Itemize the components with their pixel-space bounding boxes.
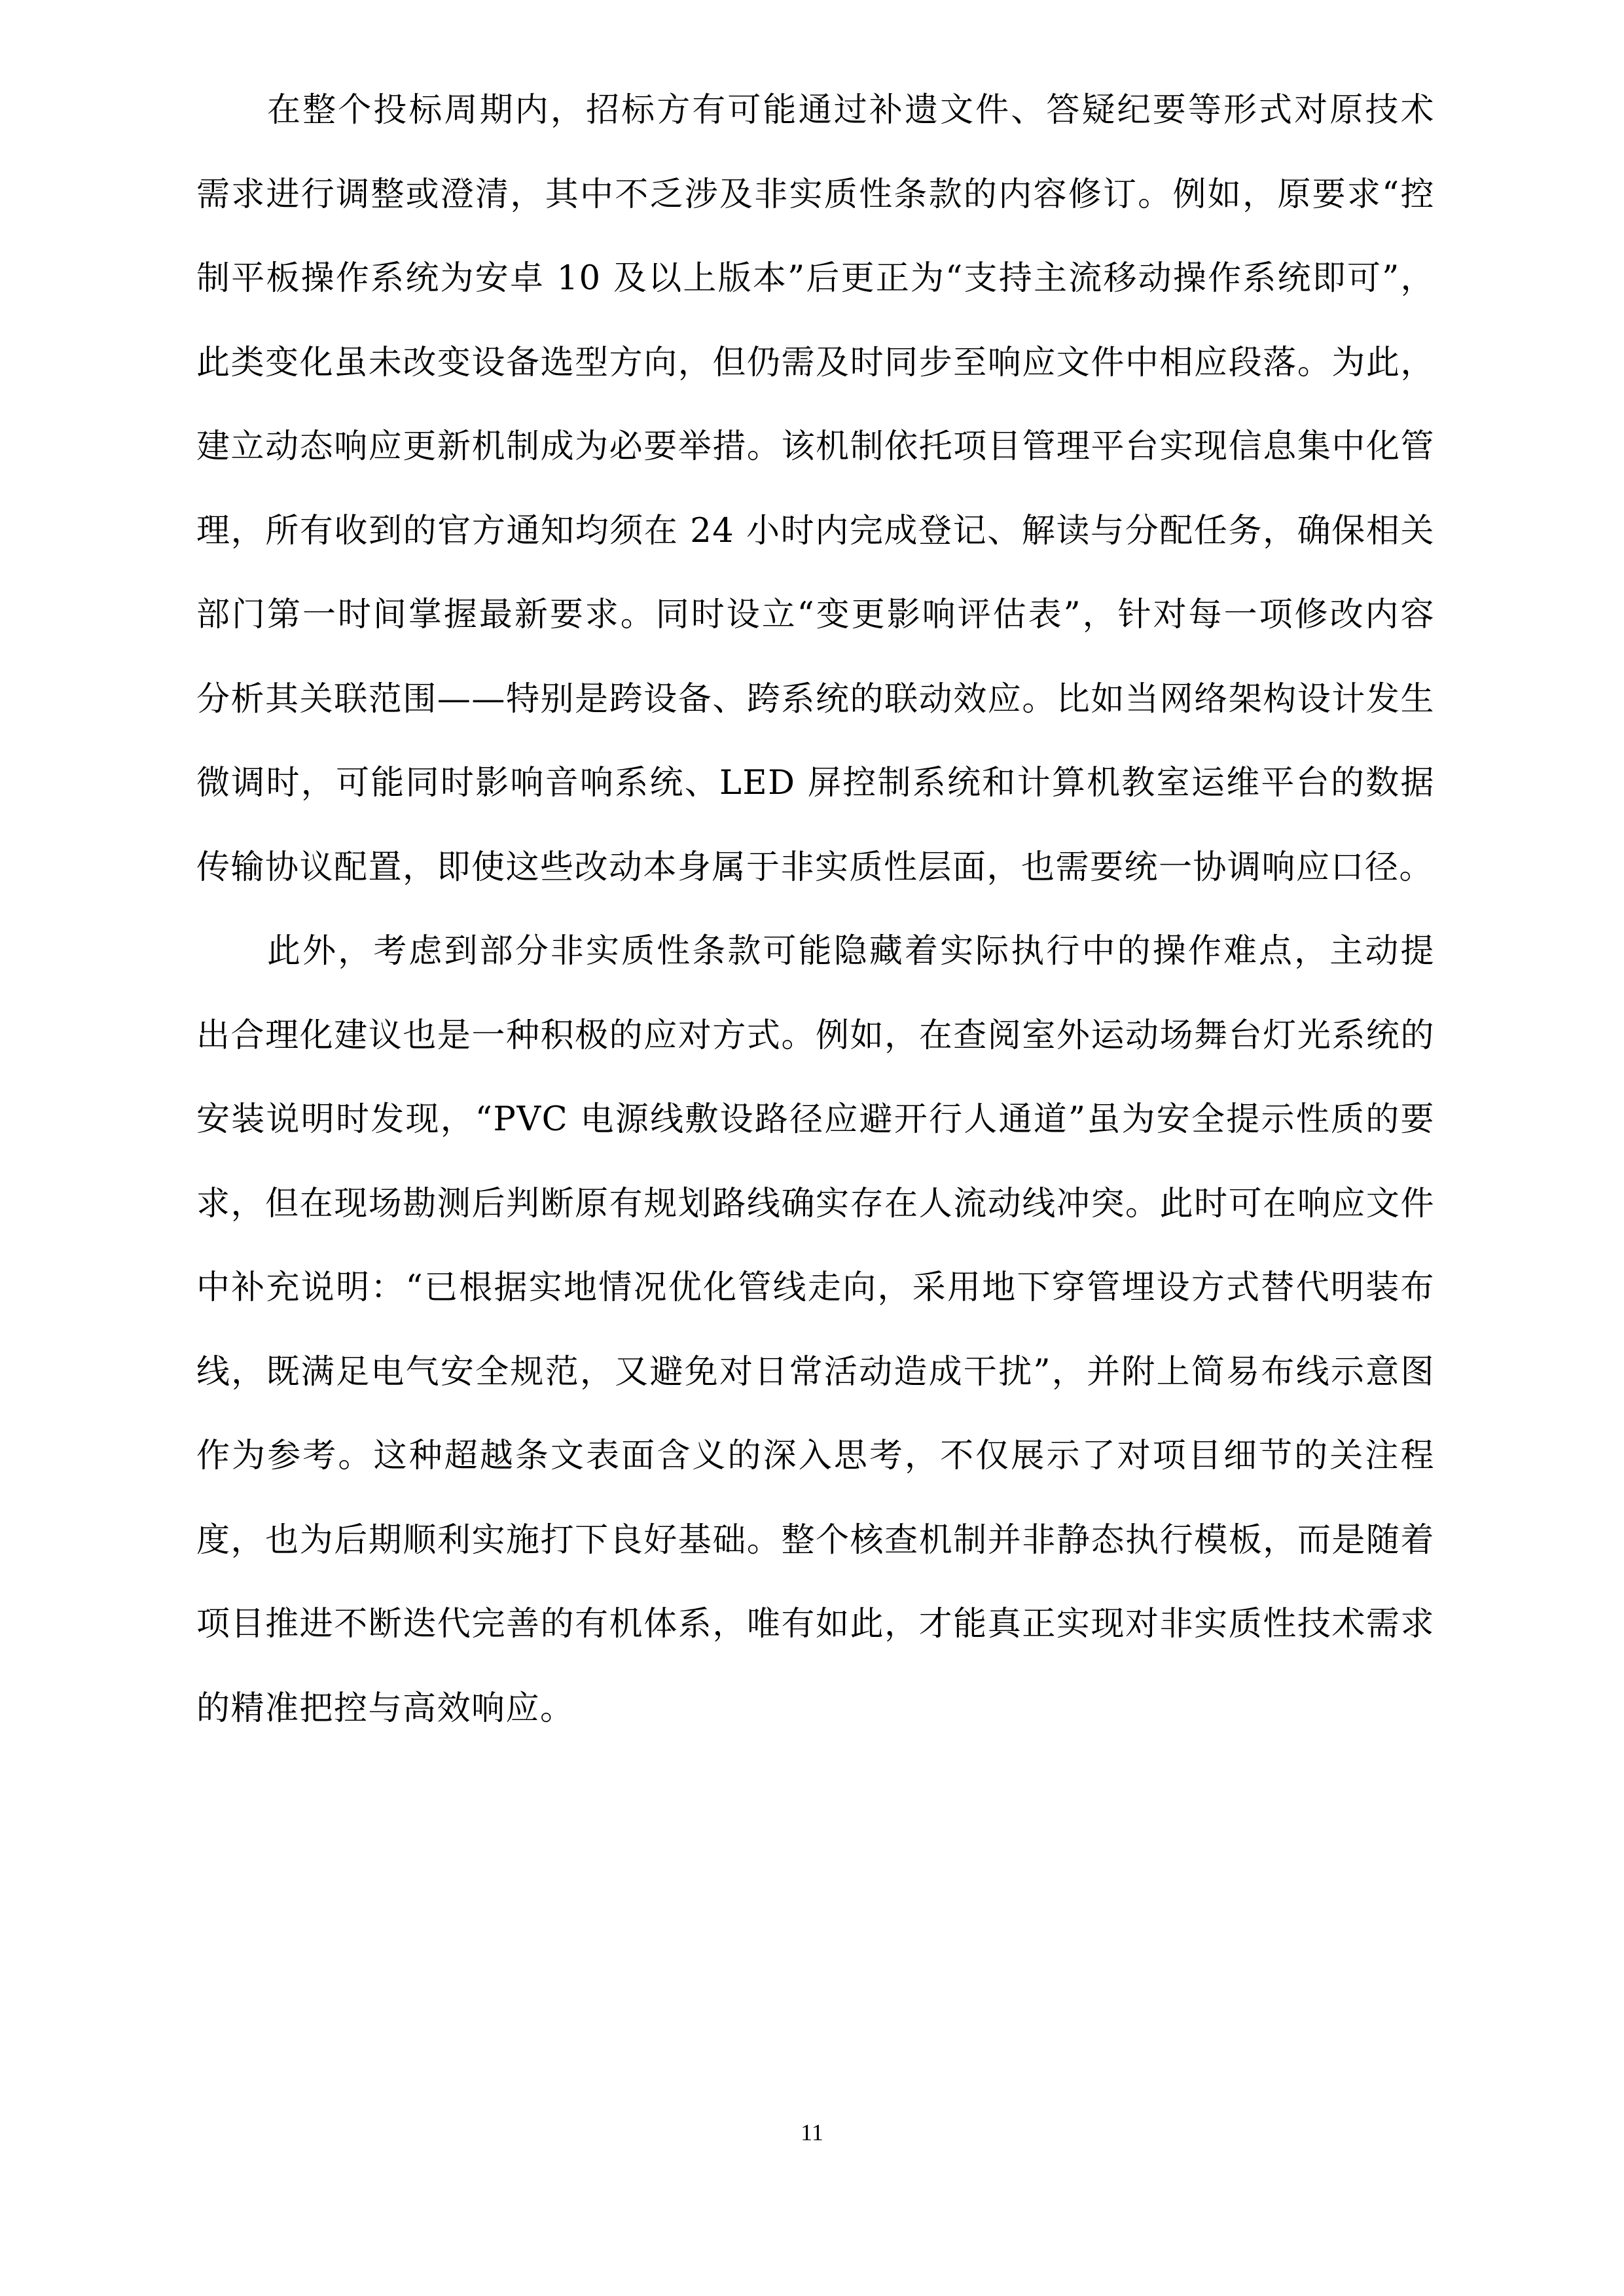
paragraph-1: 在整个投标周期内，招标方有可能通过补遗文件、答疑纪要等形式对原技术需求进行调整或澄清，其中不乏涉及非实质性条款的内容修订。例如，原要求“控制平板操作系统为安卓 10 及以上版本”后更正为“支持主流移动操作系统即可”，此类变化虽未改变设备选型方向，但仍需及时同步至响应文件中相应段落。为此，建立动态响应更新机制成为必要举措。该机制依托项目管理平台实现信息集中化管理，所有收到的官方通知均须在 24 小时内完成登记、解读与分配任务，确保相关部门第一时间掌握最新要求。同时设立“变更影响评估表”，针对每一项修改内容分析其关联范围——特别是跨设备、跨系统的联动效应。比如当网络架构设计发生微调时，可能同时影响音响系统、LED 屏控制系统和计算机教室运维平台的数据传输协议配置，即使这些改动本身属于非实质性层面，也需要统一协调响应口径。 bbox=[196, 91, 1435, 887]
body-text bbox=[196, 69, 1435, 1751]
page-number: 11 bbox=[801, 2119, 823, 2145]
paragraph-2: 此外，考虑到部分非实质性条款可能隐藏着实际执行中的操作难点，主动提出合理化建议也是一种积极的应对方式。例如，在查阅室外运动场舞台灯光系统的安装说明时发现，“PVC 电源线敷设路径应避开行人通道”虽为安全提示性质的要求，但在现场勘测后判断原有规划路线确实存在人流动线冲突。此时可在响应文件中补充说明：“已根据实地情况优化管线走向，采用地下穿管埋设方式替代明装布线，既满足电气安全规范，又避免对日常活动造成干扰”，并附上简易布线示意图作为参考。这种超越条文表面含义的深入思考，不仅展示了对项目细节的关注程度，也为后期顺利实施打下良好基础。整个核查机制并非静态执行模板，而是随着项目推进不断迭代完善的有机体系，唯有如此，才能真正实现对非实质性技术需求的精准把控与高效响应。 bbox=[196, 932, 1435, 1728]
